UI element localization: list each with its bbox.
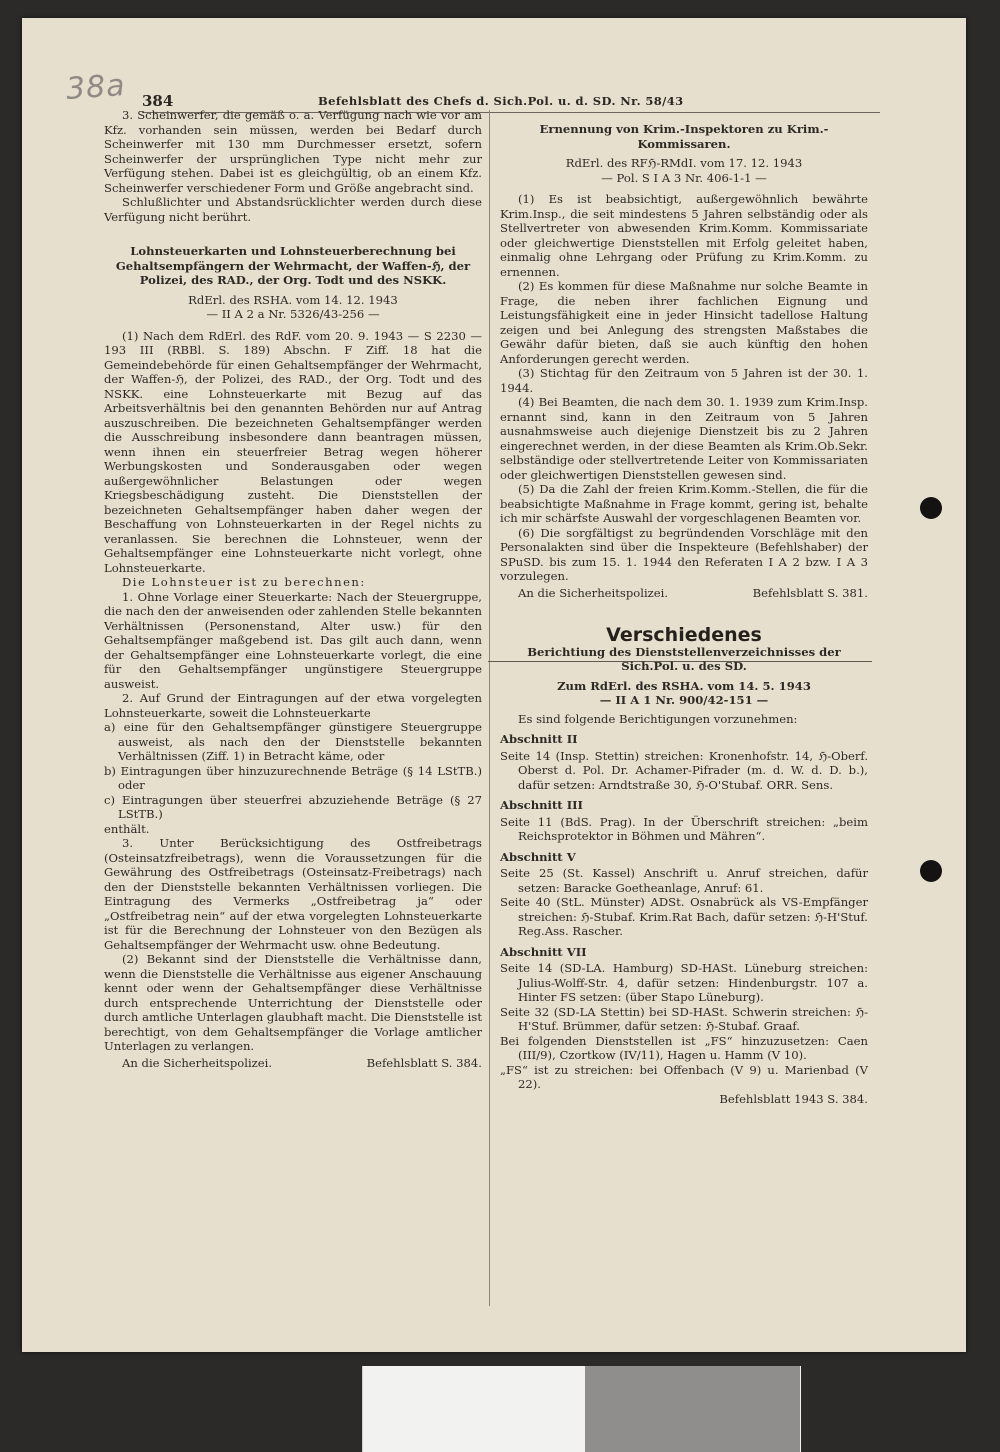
paragraph-3: 1. Ohne Vorlage einer Steuerkarte: Nach der Steuergruppe, die nach den der anweisenden oder zahlenden Stelle bekannten Verhältnissen (Personenstand, Alter usw.) für den Gehaltsempfänger maßgebend ist. Das gilt auch dann, wenn der Gehaltsempfänger eine Lohnsteuerkarte vorlegt, die eine für den Gehaltsempfänger ungünstigere Steuergruppe ausweist. — [104, 589, 482, 691]
abschnitt-7-entry-1: Seite 14 (SD-LA. Hamburg) SD-HASt. Lüneburg streichen: Julius-Wolff-Str. 4, dafür setzen: Hindenburgstr. 107 a. Hinter FS setzen: (über Stapo Lüneburg). — [500, 961, 868, 1004]
abschnitt-7-entry-4: „FS“ ist zu streichen: bei Offenbach (V 9) u. Marienbad (V 22). — [500, 1062, 868, 1091]
berichtigung-intro: Es sind folgende Berichtigungen vorzunehmen: — [518, 711, 798, 726]
ernennung-paragraph-2: (2) Es kommen für diese Maßnahme nur solche Beamte in Frage, die neben ihrer fachlichen Eignung und Leistungsfähigkeit eine in jeder Hinsicht tadellose Haltung zeigen und bei Anlegung des strengsten Maßstabes die Gewähr dafür bieten, daß sie auch künftig den hohen Anforderungen gerecht werden. — [500, 279, 868, 366]
ernennung-paragraph-5: (5) Da die Zahl der freien Krim.Komm.-Stellen, die für die beabsichtigte Maßnahme in Frage kommt, gering ist, behalte ich mir schärfste Auswahl der vorgeschlagenen Beamten vor. — [500, 482, 868, 525]
left-footer-reference: Befehlsblatt S. 384. — [366, 1055, 482, 1070]
ernennung-paragraph-1: (1) Es ist beabsichtigt, außergewöhnlich bewährte Krim.Insp., die seit mindestens 5 Jahren selbständig oder als Stellvertreter von abwesenden Krim.Komm. Kommissariate oder gleichwertige Dienststellen mit Erfolg geleitet haben, einmalig ohne Lehrgang oder Prüfung zu Krim.Komm. zu ernennen. — [500, 192, 868, 279]
paragraph-4a: a) eine für den Gehaltsempfänger günstigere Steuergruppe ausweist, als nach den der Dienststelle bekannten Verhältnissen (Ziff. 1) in Betracht käme, oder — [104, 720, 482, 763]
abschnitt-5-heading: Abschnitt V — [500, 849, 576, 864]
paragraph-2: Die Lohnsteuer ist zu berechnen: — [122, 575, 366, 589]
decree-lohnsteuer: RdErl. des RSHA. vom 14. 12. 1943 — [188, 292, 398, 307]
paragraph-4: 2. Auf Grund der Eintragungen auf der etwa vorgelegten Lohnsteuerkarte, soweit die Lohnsteuerkarte — [104, 691, 482, 720]
right-column — [500, 108, 868, 1106]
decree-ernennung: RdErl. des RFℌ-RMdI. vom 17. 12. 1943 — [565, 156, 803, 170]
paragraph-4c: c) Eintragungen über steuerfrei abzuziehende Beträge (§ 27 LStTB.) — [104, 792, 482, 821]
decree-nr-lohnsteuer: — II A 2 a Nr. 5326/43-256 — — [206, 307, 380, 321]
abschnitt-3-entry-1: Seite 11 (BdS. Prag). In der Überschrift streichen: „beim Reichsprotektor in Böhmen und Mähren“. — [500, 814, 868, 843]
section-title-berichtigung: Berichtiung des Dienststellenverzeichnisses der Sich.Pol. u. des SD. — [527, 644, 841, 673]
abschnitt-7-entry-2: Seite 32 (SD-LA Stettin) bei SD-HASt. Schwerin streichen: ℌ-H'Stuf. Brümmer, dafür setzen: ℌ-Stubaf. Graaf. — [500, 1004, 868, 1033]
decree-nr-ernennung: — Pol. S I A 3 Nr. 406-1-1 — — [601, 170, 767, 185]
right-footer-reference: Befehlsblatt S. 381. — [752, 585, 868, 600]
section-title-lohnsteuer: Lohnsteuerkarten und Lohnsteuerberechnung bei Gehaltsempfängern der Wehrmacht, der Waffen-ℌ, der Polizei, des RAD., der Org. Todt und des NSKK. — [115, 244, 471, 287]
punch-hole-top — [920, 497, 942, 519]
calibration-gray-patch — [585, 1366, 800, 1452]
ernennung-paragraph-3: (3) Stichtag für den Zeitraum von 5 Jahren ist der 30. 1. 1944. — [500, 366, 868, 395]
paragraph-4b: b) Eintragungen über hinzuzurechnende Beträge (§ 14 LStTB.) oder — [104, 763, 482, 792]
misc-footer-reference: Befehlsblatt 1943 S. 384. — [719, 1091, 868, 1106]
header-title: Befehlsblatt des Chefs d. Sich.Pol. u. d. SD. Nr. 58/43 — [318, 94, 684, 108]
ernennung-paragraph-4: (4) Bei Beamten, die nach dem 30. 1. 1939 zum Krim.Insp. ernannt sind, kann in den Zeitraum von 5 Jahren ausnahmsweise auch diejenige Dienstzeit bis zu 2 Jahren eingerechnet werden, in der diese Beamten als Krim.Ob.Sekr. selbständige oder stellvertretende Leiter von Kommissariaten oder gleichwertigen Dienststellen gewesen sind. — [500, 395, 868, 482]
pencil-note: 38a — [64, 67, 127, 108]
abschnitt-5-entry-2: Seite 40 (StL. Münster) ADSt. Osnabrück als VS-Empfänger streichen: ℌ-Stubaf. Krim.Rat Bach, dafür setzen: ℌ-H'Stuf. Reg.Ass. Rascher. — [500, 895, 868, 938]
column-divider — [489, 110, 490, 1306]
page-number: 384 — [142, 92, 174, 110]
ernennung-paragraph-6: (6) Die sorgfältigst zu begründenden Vorschläge mit den Personalakten sind über die Inspekteure (Befehlshaber) der SPuSD. bis zum 15. 1. 1944 den Referaten I A 2 bzw. I A 3 vorzulegen. — [500, 525, 868, 583]
right-footer — [500, 586, 868, 601]
item-3: 3. Scheinwerfer, die gemäß o. a. Verfügung nach wie vor am Kfz. vorhanden sein müssen, werden bei Bedarf durch Scheinwerfer mit 130 mm Durchmesser ersetzt, sofern Scheinwerfer der ursprünglichen Type nicht mehr zur Verfügung stehen. Dabei ist es gleichgültig, ob an einem Kfz. Scheinwerfer verschiedener Form und Größe angebracht sind. — [104, 108, 482, 195]
abschnitt-2-heading: Abschnitt II — [500, 732, 578, 746]
abschnitt-2-entry-1: Seite 14 (Insp. Stettin) streichen: Kronenhofstr. 14, ℌ-Oberf. Oberst d. Pol. Dr. Achamer-Pifrader (m. d. W. d. D. b.), dafür setzen: Arndtstraße 30, ℌ-O'Stubaf. ORR. Sens. — [500, 748, 868, 792]
decree-berichtigung: Zum RdErl. des RSHA. vom 14. 5. 1943 — [557, 678, 811, 693]
paragraph-1: (1) Nach dem RdErl. des RdF. vom 20. 9. 1943 — S 2230 — 193 III (RBBl. S. 189) Abschn. F Ziff. 18 hat die Gemeindebehörde für einen Gehaltsempfänger der Wehrmacht, der Waffen-ℌ, der Polizei, des RAD., der Org. Todt und des NSKK. eine Lohnsteuerkarte mit Bezug auf das Arbeitsverhältnis bei den genannten Behörden nur auf Antrag auszuschreiben. Die bezeichneten Gehaltsempfänger werden die Ausschreibung insbesondere dann beantragen müssen, wenn ihnen ein steuerfreier Betrag wegen höherer Werbungskosten und Sonderausgaben oder wegen außergewöhnlicher Belastungen oder wegen Kriegsbeschädigung zusteht. Die Dienststellen der bezeichneten Gehaltsempfänger haben daher wegen der Beschaffung von Lohnsteuerkarten in der Regel nichts zu veranlassen. Sie berechnen die Lohnsteuer, wenn der Gehaltsempfänger eine Lohnsteuerkarte nicht vorlegt, ohne Lohnsteuerkarte. — [104, 328, 482, 575]
paragraph-6: (2) Bekannt sind der Dienststelle die Verhältnisse dann, wenn die Dienststelle die Verhältnisse aus eigener Anschauung kennt oder wenn der Gehaltsempfänger diese Verhältnisse durch entsprechende Unterrichtung der Dienststelle oder durch amtliche Unterlagen glaubhaft macht. Die Dienststelle ist berechtigt, von dem Gehaltsempfänger die Vorlage amtlicher Unterlagen zu verlangen. — [104, 952, 482, 1053]
item-3b: Schlußlichter und Abstandsrücklichter werden durch diese Verfügung nicht berührt. — [104, 195, 482, 224]
paragraph-5: 3. Unter Berücksichtigung des Ostfreibetrags (Osteinsatzfreibetrags), wenn die Voraussetzungen für die Gewährung des Ostfreibetrags (Osteinsatz-Freibetrags) nach den der Dienststelle bekannten Verhältnissen vorliegen. Die Eintragung des Vermerks „Ostfreibetrag ja“ oder „Ostfreibetrag nein“ auf der etwa vorgelegten Lohnsteuerkarte ist für die Berechnung der Lohnsteuer von den Bezügen als Gehaltsempfänger der Wehrmacht usw. ohne Bedeutung. — [104, 836, 482, 952]
paragraph-4d: enthält. — [104, 821, 150, 836]
abschnitt-5-entry-1: Seite 25 (St. Kassel) Anschrift u. Anruf streichen, dafür setzen: Baracke Goetheanlage, Anruf: 61. — [500, 866, 868, 895]
left-footer-addressee: An die Sicherheitspolizei. — [122, 1055, 273, 1070]
abschnitt-7-heading: Abschnitt VII — [500, 944, 587, 959]
decree-nr-berichtigung: — II A 1 Nr. 900/42-151 — — [599, 693, 769, 707]
left-column — [104, 108, 482, 1070]
abschnitt-7-entry-3: Bei folgenden Dienststellen ist „FS“ hinzuzusetzen: Caen (III/9), Czortkow (IV/11), Hagen u. Hamm (V 10). — [500, 1033, 868, 1062]
abschnitt-3-heading: Abschnitt III — [500, 798, 583, 812]
right-footer-addressee: An die Sicherheitspolizei. — [518, 585, 669, 600]
heading-verschiedenes: Verschiedenes — [606, 624, 762, 646]
left-footer — [104, 1056, 482, 1071]
punch-hole-bottom — [920, 860, 942, 882]
section-title-ernennung: Ernennung von Krim.-Inspektoren zu Krim.-Kommissaren. — [539, 122, 829, 151]
